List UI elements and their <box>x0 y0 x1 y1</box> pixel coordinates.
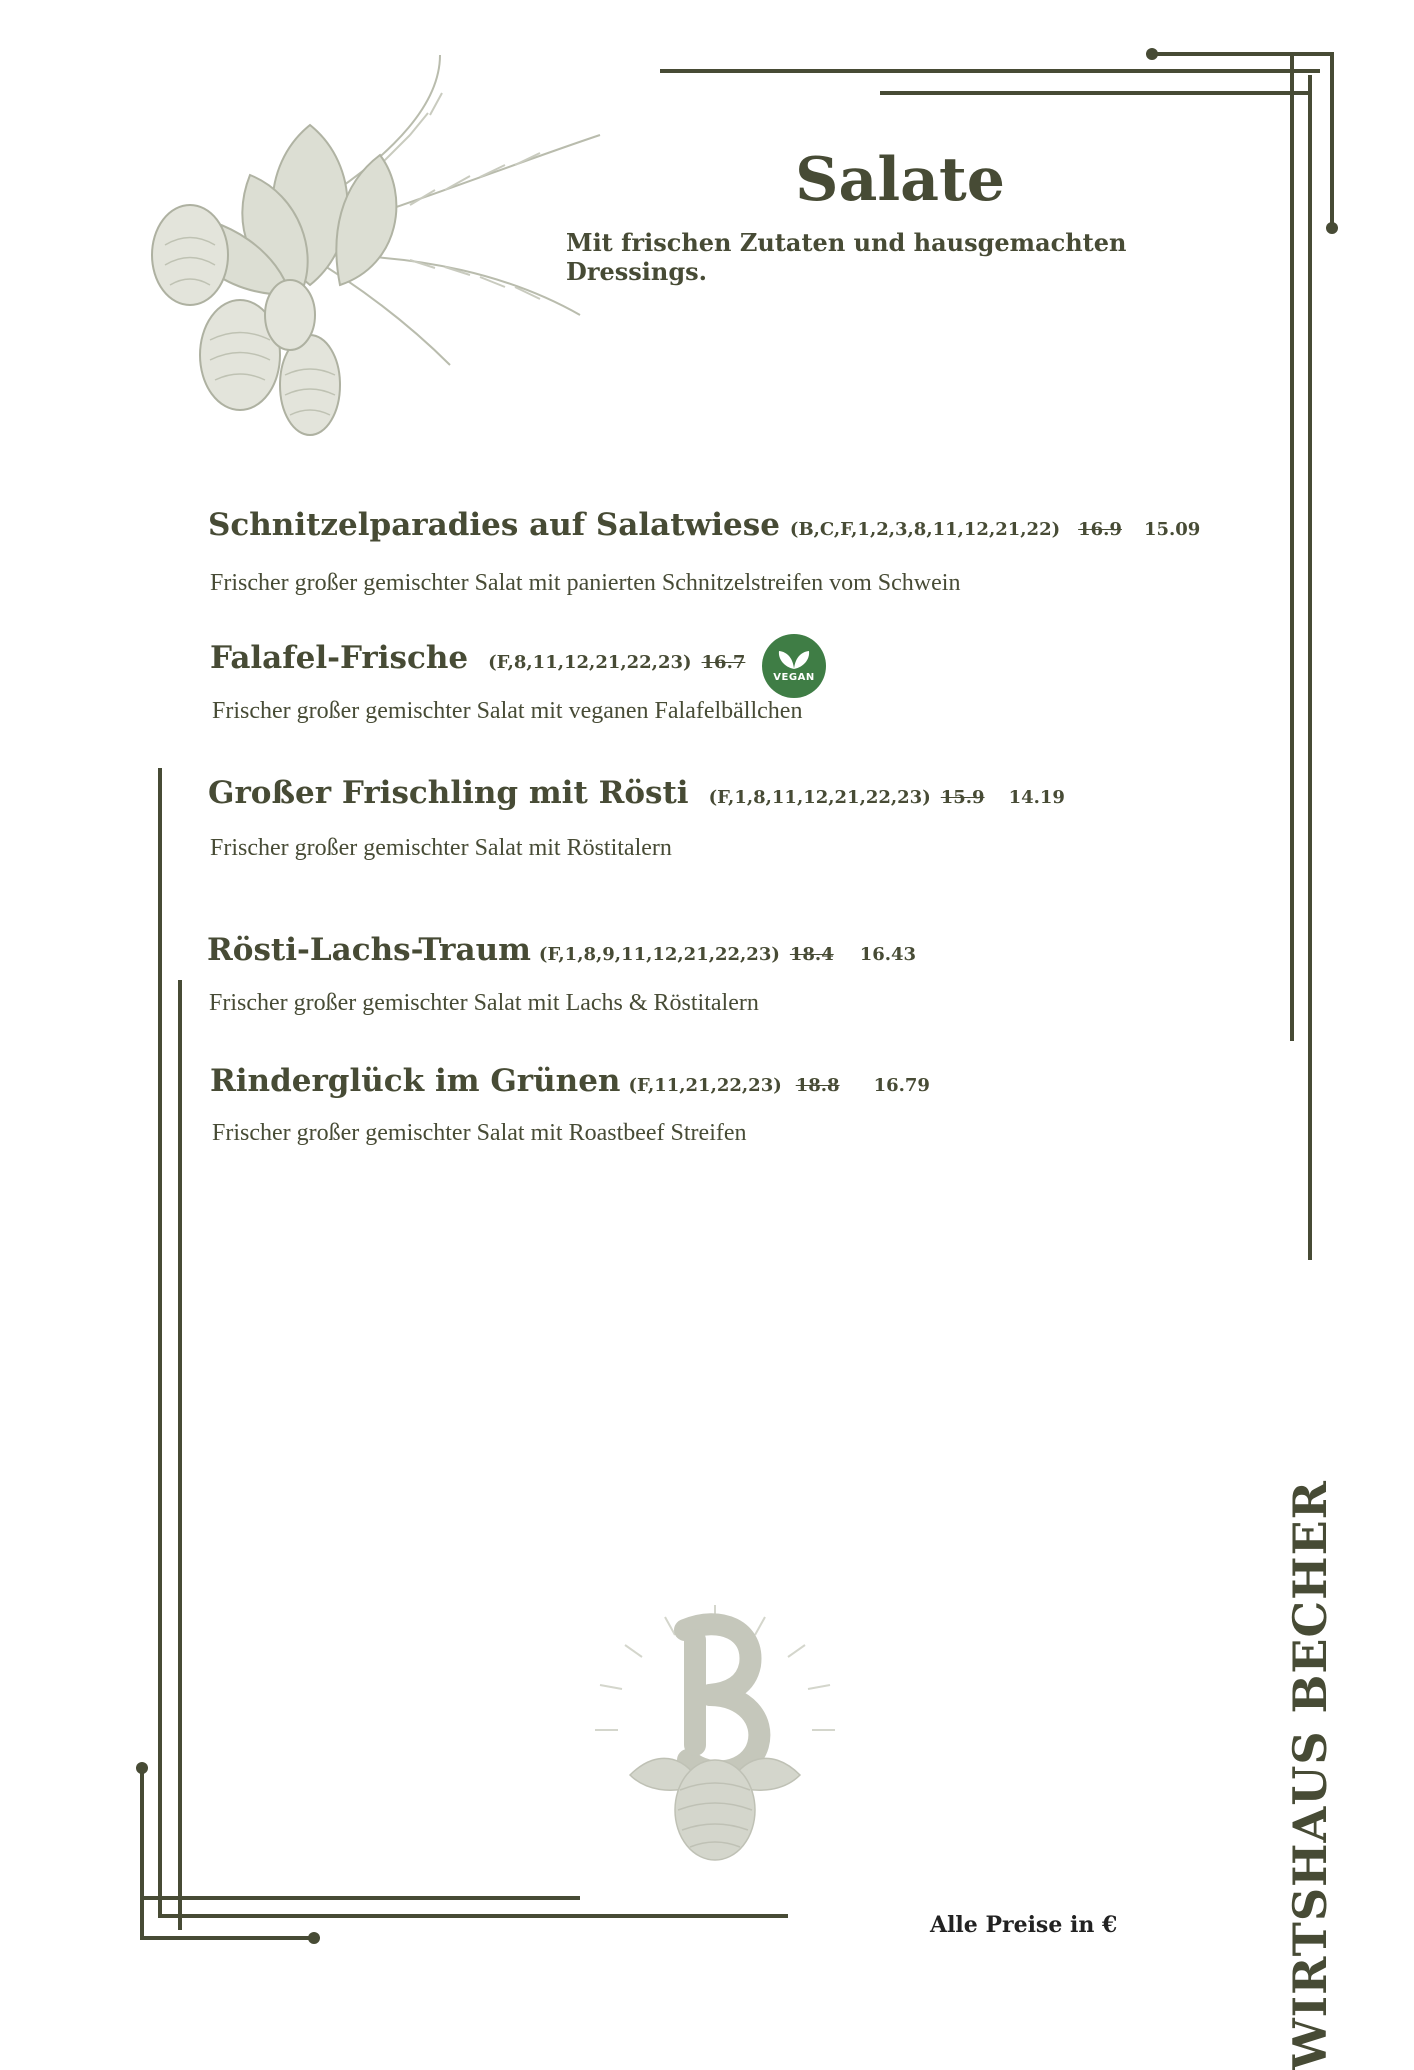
menu-item-price: 14.19 <box>1008 787 1065 808</box>
frame-line <box>1152 52 1332 56</box>
frame-line <box>1308 75 1312 1260</box>
frame-line <box>140 1936 315 1940</box>
menu-item-old-price: 15.9 <box>940 787 985 808</box>
frame-dot <box>1146 48 1158 60</box>
menu-item-description: Frischer großer gemischter Salat mit veganen Falafelbällchen <box>212 698 803 724</box>
menu-item-name: Falafel-Frische <box>210 640 469 676</box>
menu-item-description: Frischer großer gemischter Salat mit panierten Schnitzelstreifen vom Schwein <box>210 570 961 596</box>
frame-line <box>140 1896 580 1900</box>
vegan-badge-label: VEGAN <box>773 672 815 683</box>
hops-wheat-ornament <box>110 55 610 455</box>
menu-item-allergens: (F,1,8,9,11,12,21,22,23) <box>538 944 780 965</box>
frame-line <box>660 69 1320 73</box>
menu-item-old-price: 16.9 <box>1078 519 1122 540</box>
menu-item-description: Frischer großer gemischter Salat mit Lachs & Röstitalern <box>209 990 759 1016</box>
menu-item-old-price: 16.7 <box>701 652 746 673</box>
leaf-icon <box>776 649 812 671</box>
menu-item-header <box>208 775 1065 811</box>
menu-item-old-price: 18.4 <box>789 944 834 965</box>
menu-item-name: Rösti-Lachs-Traum <box>207 932 531 968</box>
menu-item-name: Rinderglück im Grünen <box>210 1063 621 1099</box>
menu-item-allergens: (F,1,8,11,12,21,22,23) <box>708 787 931 808</box>
menu-item-price: 16.43 <box>859 944 917 965</box>
menu-item-description: Frischer großer gemischter Salat mit Roastbeef Streifen <box>212 1120 747 1146</box>
price-note: Alle Preise in € <box>930 1912 1118 1938</box>
frame-line <box>158 1914 788 1918</box>
brand-logo <box>570 1585 860 1865</box>
menu-item-header <box>210 640 824 676</box>
frame-line <box>178 980 182 1930</box>
menu-item-header <box>210 1063 930 1099</box>
vegan-badge <box>762 634 826 698</box>
menu-item-allergens: (F,11,21,22,23) <box>628 1075 782 1096</box>
frame-line <box>140 1768 144 1940</box>
frame-dot <box>1326 222 1338 234</box>
menu-item-price: 16.79 <box>873 1075 930 1096</box>
menu-item-price: 15.09 <box>1143 519 1201 540</box>
menu-item-old-price: 18.8 <box>795 1075 840 1096</box>
page-title: Salate <box>795 145 1005 215</box>
frame-line <box>158 768 162 1914</box>
frame-dot <box>136 1762 148 1774</box>
menu-item-header <box>207 932 916 968</box>
frame-dot <box>308 1932 320 1944</box>
menu-item-description: Frischer großer gemischter Salat mit Röstitalern <box>210 835 672 861</box>
menu-item-header <box>208 507 1200 543</box>
menu-item-allergens: (F,8,11,12,21,22,23) <box>488 652 692 673</box>
frame-line <box>1290 56 1294 1041</box>
menu-item-name: Großer Frischling mit Rösti <box>208 775 689 811</box>
frame-line <box>1330 52 1334 227</box>
frame-line <box>880 91 1310 95</box>
brand-name: WIRTSHAUS BECHER <box>1283 1480 1337 2070</box>
page-subtitle: Mit frischen Zutaten und hausgemachten Dressings. <box>566 228 1127 286</box>
menu-item-allergens: (B,C,F,1,2,3,8,11,12,21,22) <box>789 519 1061 540</box>
menu-item-name: Schnitzelparadies auf Salatwiese <box>208 507 780 543</box>
